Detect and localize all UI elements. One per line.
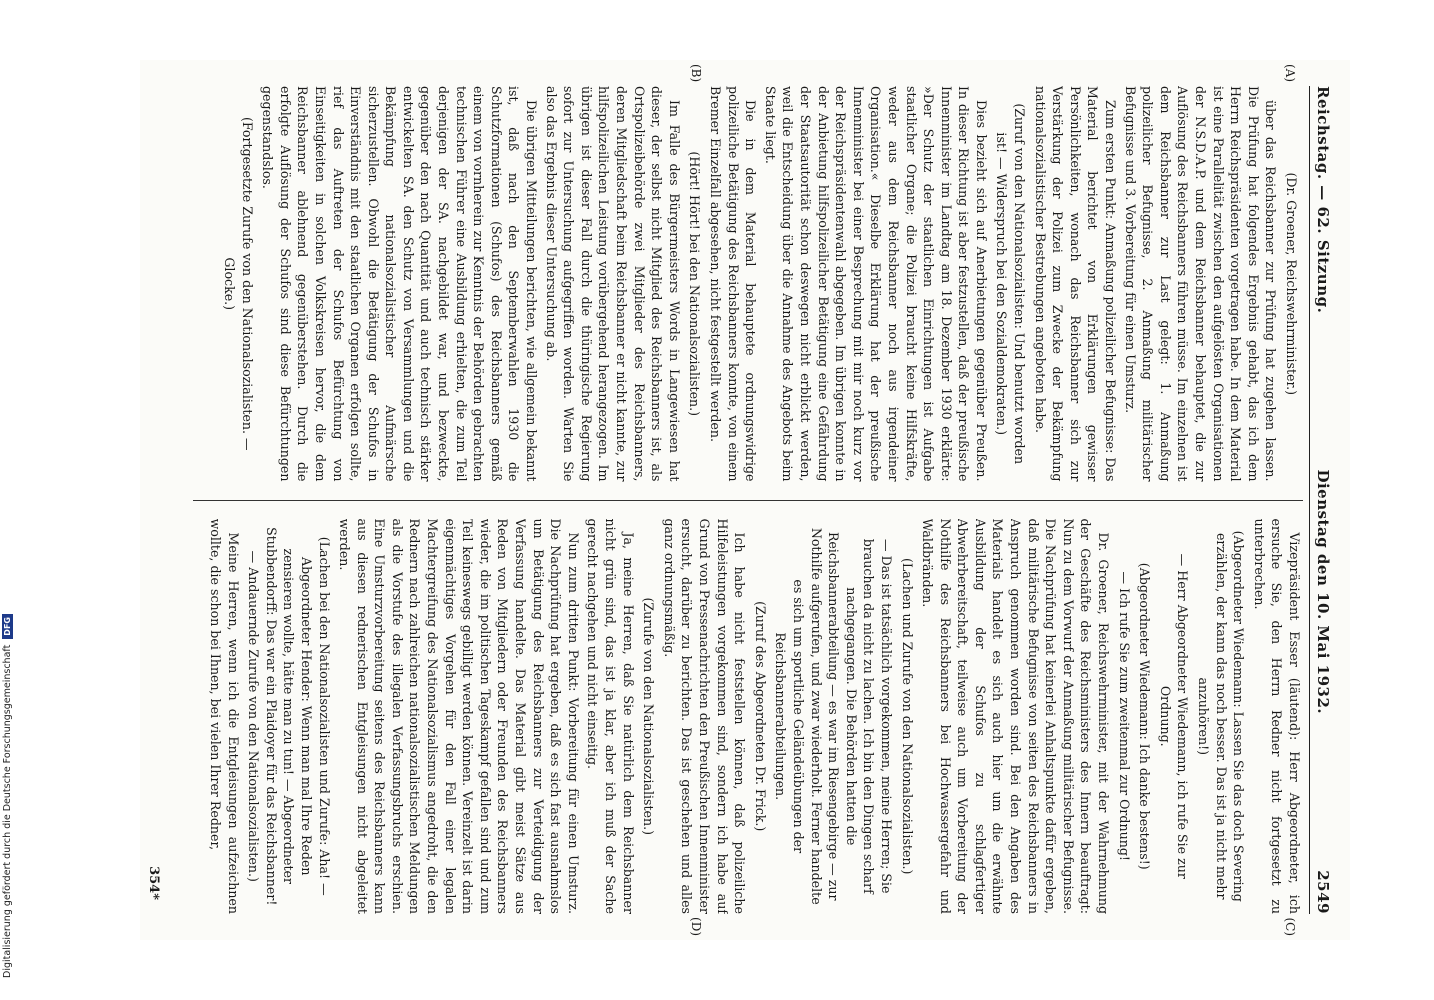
paragraph: (Abgeordneter Wiedemann: Ich danke bestens!) bbox=[1137, 562, 1153, 870]
paragraph: Ja, meine Herren, daß Sie natürlich dem Reichsbanner nicht grün sind, das ist ja klar, aber ich muß der Sache gerecht nachgehen und nicht einseitig. bbox=[585, 518, 636, 914]
paragraph: (Abgeordneter Wiedemann: Lassen Sie das doch Severing erzählen, der kann das noch besser. Das ist ja nicht mehr anzuhören!) bbox=[1196, 530, 1247, 902]
paragraph: — Das ist tatsächlich vorgekommen, meine Herren; Sie brauchen da nicht zu lachen. Ich bin den Dingen scharf nachgegangen. Die Behörden hatten die Reichsbannerabteilung — es war im Riesengebirge — zur Nothilfe aufgerufen, und zwar wiederholt. Ferner handelte es sich um sportliche Geländeübungen der Reichsbannerabteilungen. bbox=[773, 527, 894, 905]
column-divider bbox=[193, 500, 1303, 501]
paragraph: über das Reichsbanner zur Prüfung hat zugehen lassen. Die Prüfung hat folgendes Ergebnis gehabt, das ich dem Herrn Reichspräsidenten vorgetragen habe. In dem Material ist eine Parallelität zwischen den aufgelösten Organisationen der N.S.D.A.P. und dem Reichsbanner behauptet, die zur Auflösung des Reichsbanners führen müsse. Im einzelnen ist dem Reichsbanner zur Last gelegt: 1. Anmaßung polizeilicher Befugnisse, 2. Anmaßung militärischer Befugnisse und 3. Vorbereitung für einen Umsturz. bbox=[1122, 86, 1279, 482]
dfg-logo: DFG bbox=[2, 614, 13, 639]
paragraph: Nun zum dritten Punkt: Vorbereitung für einen Umsturz. Die Nachprüfung hat ergeben, daß es sich fast ausnahmslos um Betätigung des Reichsbanners zur Verteidigung der Verfassung handelte. Das Material gibt meist Sätze aus Reden von Mitgliedern oder Freunden des Reichsbanners wieder, die im politischen Tageskampf gefallen sind und zum Teil keineswegs gebilligt werden können. Vereinzelt ist darin eigenmächtiges Vorgehen für den Fall einer legalen Machtergreifung des Nationalsozialismus angedroht, die den Rednern nach zahlreichen nationalsozialistischen Meldungen als die Vorstufe des illegalen Verfassungsbruchs erschien. Eine Umsturzvorbereitung seitens des Reichsbanners kann aus diesen rednerischen Entgleisungen nicht abgeleitet werden. bbox=[337, 518, 581, 914]
paragraph: (Fortgesetzte Zurufe von den Nationalsozialisten. — Glocke.) bbox=[221, 116, 255, 451]
paragraph: (Zuruf des Abgeordneten Dr. Frick.) bbox=[752, 601, 768, 832]
scanned-page bbox=[140, 60, 1350, 940]
margin-letter-b: (B) bbox=[689, 64, 703, 83]
paragraph: Dr. Groener, Reichswehrminister, mit der Wahrnehmung der Geschäfte des Reichsministers des Innern beauftragt: Nun zu dem Vorwurf der Anmaßung militärischer Befugnisse. Die Nachprüfung hat keinerlei Anhaltspunkte dafür ergeben, daß militärische Befugnisse von seiten des Reichsbanners in Anspruch genommen worden sind. Bei den Angaben des Materials handelt es sich auch hier um die erwähnte Ausbildung der Schufos zu schlagfertiger Abwehrbereitschaft, teilweise auch um Vorbereitung der Nothilfe des Reichsbanners bei Hochwassergefahr und Waldbränden. bbox=[920, 518, 1112, 914]
paragraph: Zum ersten Punkt: Anmaßung polizeilicher Befugnisse: Das Material berichtet von Erklärungen gewisser Persönlichkeiten, wonach das Reichsbanner sich zur Verstärkung der Polizei zum Zwecke der Bekämpfung nationalsozialistischer Bestrebungen angeboten habe. bbox=[1032, 86, 1119, 482]
paragraph: (Zurufe von den Nationalsozialisten.) bbox=[641, 597, 657, 836]
paragraph: (Zuruf von den Nationalsozialisten: Und benutzt worden ist! — Widerspruch bei den Sozialdemokraten.) bbox=[994, 103, 1028, 465]
paragraph: Vizepräsident Esser (läutend): Herr Abgeordneter, ich ersuche Sie, den Herrn Redner nicht fortgesetzt zu unterbrechen. bbox=[1251, 518, 1302, 914]
margin-letter-c: (C) bbox=[1283, 917, 1297, 936]
left-column bbox=[193, 86, 1303, 482]
header-right: Dienstag den 10. Mai 1932. bbox=[1314, 469, 1332, 715]
paragraph: (Lachen bei den Nationalsozialisten und Zurufe: Aha! — Abgeordneter Hender: Wenn man mal Ihre Reden zensieren wollte, hätte man zu tun! — Abgeordneter Stubbendorff: Das war ein Plaidoyer für das Reichsbanner! — Andauernde Zurufe von den Nationalsozialisten.) bbox=[246, 527, 332, 906]
right-column bbox=[193, 519, 1303, 915]
paragraph: (Lachen und Zurufe von den Nationalsozialisten.) bbox=[899, 558, 915, 875]
paragraph: Meine Herren, wenn ich die Entgleisungen aufzeichnen wollte, die schon bei Ihnen, bei vielen Ihrer Redner, bbox=[207, 518, 241, 914]
digitization-note-text: Digitalisierung gefördert durch die Deutsche Forschungsgemeinschaft bbox=[1, 644, 13, 978]
paragraph: Im Falle des Bürgermeisters Words in Langewiesen hat dieser, der selbst nicht Mitglied des Reichsbanners ist, als Ortspolizeibehörde zwei Mitglieder des Reichsbanners, deren Mitgliedschaft beim Reichsbanner er nicht kannte, zur hilfspolizeilichen Leistung vorübergehend herangezogen. Im übrigen ist dieser Fall durch die thüringische Regierung sofort zur Untersuchung aufgegriffen worden. Warten Sie also das Ergebnis dieser Untersuchung ab. bbox=[543, 86, 682, 482]
text-columns bbox=[193, 64, 1303, 936]
digitization-note bbox=[0, 0, 14, 1000]
margin-letter-d: (D) bbox=[689, 917, 703, 936]
paragraph: — Ich rufe Sie zum zweitenmal zur Ordnung! bbox=[1116, 571, 1132, 861]
margin-letter-a: (A) bbox=[1283, 64, 1297, 83]
paragraph: Die in dem Material behauptete ordnungswidrige polizeiliche Betätigung des Reichsbanners konnte, von einem Bremer Einzelfall abgesehen, nicht festgestellt werden. bbox=[708, 86, 759, 482]
header-left: Reichstag. — 62. Sitzung. bbox=[1314, 86, 1332, 314]
paragraph: Dies bezieht sich auf Anerbietungen gegenüber Preußen. In dieser Richtung ist aber festzustellen, daß der preußische Innenminister im Landtag am 18. Dezember 1930 erklärte: »Der Schutz der staatlichen Einrichtungen ist Aufgabe staatlicher Organe; die Polizei braucht keine Hilfskräfte, weder aus dem Reichsbanner noch aus irgendeiner Organisation.« Dieselbe Erklärung hat der preußische Innenminister bei einer Besprechung mit mir noch kurz vor der Reichspräsidentenwahl abgegeben. Im übrigen konnte in der Anbietung hilfspolizeilicher Betätigung eine Gefährdung der Staatsautorität schon deswegen nicht erblickt werden, weil die Entscheidung über die Annahme des Angebots beim Staate liegt. bbox=[762, 86, 989, 482]
page-footer: 354* bbox=[146, 866, 161, 900]
paragraph: Ich habe nicht feststellen können, daß polizeiliche Hilfeleistungen vorgekommen sind, sondern ich habe auf Grund von Pressenachrichten den Preußischen Innenminister ersucht, darüber zu berichten. Das ist geschehen und alles ganz ordnungsmäßig. bbox=[661, 518, 748, 914]
paragraph: (Hört! Hört! bei den Nationalsozialisten.) bbox=[687, 151, 703, 417]
paragraph: Die übrigen Mitteilungen berichten, wie allgemein bekannt ist, daß nach den Septemberwahlen 1930 die Schutzformationen (Schufos) des Reichsbanners gemäß einem von vornherein zur Kenntnis der Behörden gebrachten technischen Führer eine Ausbildung erhielten, die zum Teil derjenigen der SA. nachgebildet war, und bezweckte, gegenüber den nach Quantität und auch technisch stärker entwickelten SA. den Schutz von Versammlungen und die Bekämpfung nationalsozialistischer Aufmärsche sicherzustellen. Obwohl die Betätigung der Schufos in Einverständnis mit den staatlichen Organen erfolgen sollte, rief das Auftreten der Schufos Befürchtung von Einseitigkeiten in solchen Volkskreisen hervor, die dem Reichsbanner ablehnend gegenüberstehen. Durch die erfolgte Auflösung der Schufos sind diese Befürchtungen gegenstandslos. bbox=[260, 86, 540, 482]
paragraph: — Herr Abgeordneter Wiedemann, ich rufe Sie zur Ordnung. bbox=[1157, 553, 1191, 879]
paragraph: (Dr. Groener, Reichswehrminister.) bbox=[1284, 172, 1299, 396]
page-number: 2549 bbox=[1314, 870, 1332, 914]
page-header bbox=[1309, 86, 1332, 914]
